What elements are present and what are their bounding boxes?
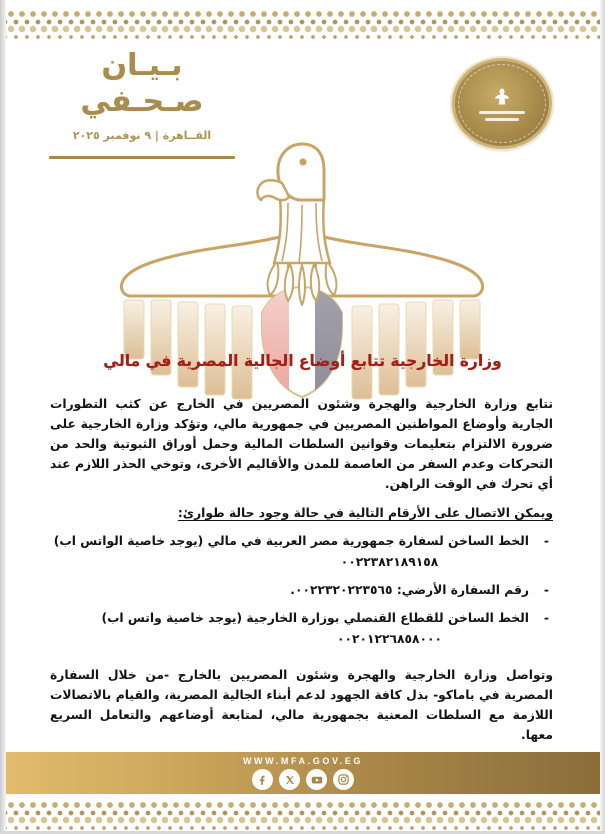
contact-label: الخط الساخن للقطاع القنصلي بوزارة الخارجية (يوجد خاصية واتس اب) <box>101 611 529 625</box>
contact-item-embassy-hotline <box>50 531 553 572</box>
emergency-contact-list <box>50 531 553 649</box>
scan-edge-left <box>0 0 6 834</box>
social-icons-row <box>252 769 354 790</box>
footer-bar <box>6 752 600 794</box>
list-dash-marker: - <box>543 583 549 597</box>
list-dash-marker: - <box>543 611 549 625</box>
ornamental-border-top <box>6 8 600 40</box>
website-link[interactable]: WWW.MFA.GOV.EG <box>242 756 364 766</box>
contact-item-consular-hotline <box>50 608 553 649</box>
contact-phone-number: ٠٠٢٢٣٢٠٢٢٣٥٦٥. <box>290 583 393 597</box>
x-twitter-icon[interactable] <box>279 769 300 790</box>
contact-phone-number: ٠٠٢٢٣٨٢١٨٩١٥٨ <box>340 555 439 569</box>
emergency-numbers-heading: ويمكن الاتصال على الأرقام التالية في حالة وجود حالة طوارئ: <box>177 506 553 520</box>
dateline: القــاهرة | ٩ نوفمبر ٢٠٢٥ <box>72 129 212 142</box>
intro-paragraph: تتابع وزارة الخارجية والهجرة وشئون المصريين في الخارج عن كثب التطورات الجارية وأوضاع المواطنين المصريين في جمهورية مالي، وتؤكد وزارة الخارجية على ضرورة الالتزام بتعليمات وقوانين السلطات المالية وحمل أوراق الثبوتية والحد من التحركات وعدم السفر من العاصمة للمدن والأقاليم الأخرى، وتوخي الحذر اللازم عند أي تحرك في الوقت الراهن. <box>50 397 553 491</box>
contact-label: رقم السفارة الأرضي: <box>396 583 529 597</box>
seal-ring <box>458 64 546 143</box>
list-dash-marker: - <box>543 534 549 548</box>
closing-paragraph: وتواصل وزارة الخارجية والهجرة وشئون المصريين بالخارج -من خلال السفارة المصرية في باماكو- بذل كافة الجهود لدعم أبناء الجالية المصرية، والقيام بالاتصالات اللازمة مع السلطات المعنية بجمهورية مالي، لمتابعة أوضاعهم والتعامل السريع معها. <box>50 668 553 742</box>
ornamental-border-bottom <box>6 799 600 831</box>
youtube-icon[interactable] <box>306 769 327 790</box>
press-release-title: بـيـان صـحـفي <box>80 48 204 119</box>
contact-item-embassy-landline <box>50 580 553 600</box>
contact-label: الخط الساخن لسفارة جمهورية مصر العربية في مالي (يوجد خاصية الواتس اب) <box>53 534 529 548</box>
statement-body <box>50 394 553 745</box>
facebook-icon[interactable] <box>252 769 273 790</box>
statement-headline: وزارة الخارجية تتابع أوضاع الجالية المصرية في مالي <box>103 352 502 370</box>
instagram-icon[interactable] <box>333 769 354 790</box>
scan-edge-right <box>600 0 605 834</box>
contact-phone-number: ٠٠٢٠١٢٢٦٨٥٨٠٠٠ <box>336 632 443 646</box>
